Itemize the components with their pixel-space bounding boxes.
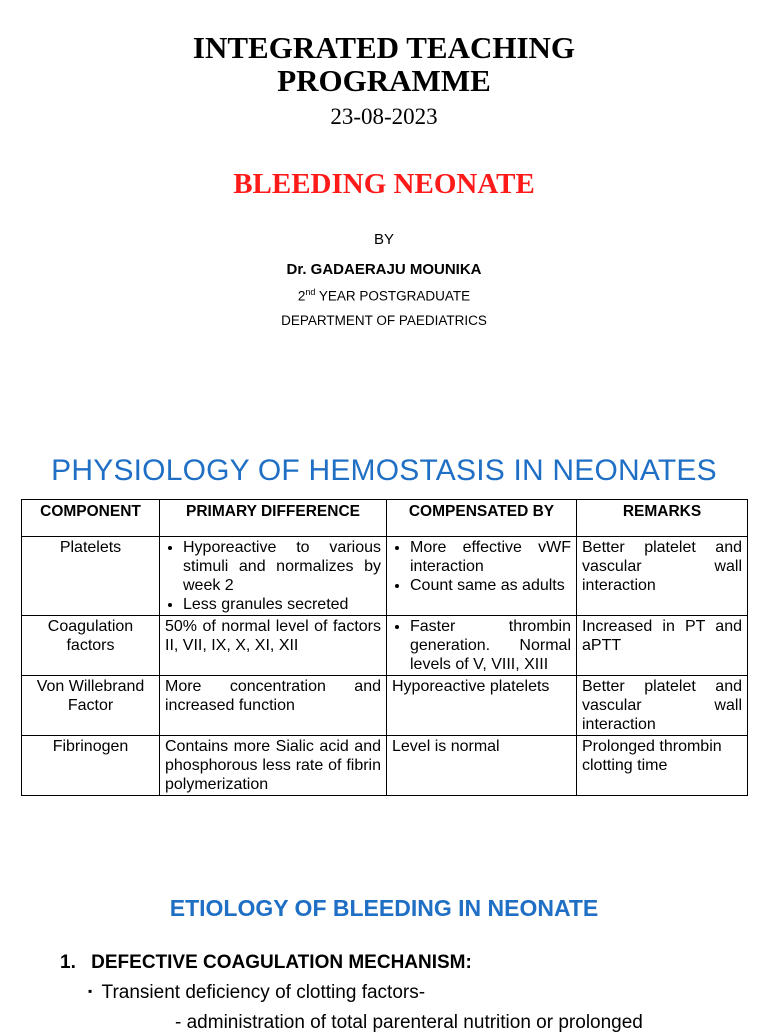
compensated-cell: Level is normal — [387, 736, 577, 796]
list-item: • Less granules secreted — [183, 595, 381, 614]
list-item: • Faster thrombin generation. Normal levels of V, VIII, XIII — [410, 617, 571, 674]
etiology-item-1 — [60, 952, 472, 974]
difference-cell — [160, 537, 387, 616]
physiology-table — [21, 499, 748, 796]
table-row — [22, 736, 748, 796]
remarks-cell: Better platelet and vascular wall interaction — [577, 537, 748, 616]
physiology-heading: PHYSIOLOGY OF HEMOSTASIS IN NEONATES — [51, 454, 717, 487]
year-suffix: nd — [305, 287, 316, 297]
remarks-cell: Prolonged thrombin clotting time — [577, 736, 748, 796]
author-name: Dr. GADAERAJU MOUNIKA — [286, 261, 482, 278]
square-bullet-icon: ▪ — [88, 984, 93, 998]
compensated-cell — [387, 537, 577, 616]
author-department: DEPARTMENT OF PAEDIATRICS — [281, 313, 487, 328]
column-header: REMARKS — [577, 500, 748, 537]
item-label: DEFECTIVE COAGULATION MECHANISM: — [91, 952, 472, 973]
by-label: BY — [373, 231, 394, 248]
list-item: • Count same as adults — [410, 576, 571, 595]
difference-cell: More concentration and increased function — [160, 676, 387, 736]
component-cell: Platelets — [22, 537, 160, 616]
author-year — [0, 287, 768, 304]
column-header: COMPENSATED BY — [387, 500, 577, 537]
compensated-cell — [387, 616, 577, 676]
etiology-sub-item: - administration of total parenteral nutrition or prolonged — [175, 1012, 643, 1033]
year-text: YEAR POSTGRADUATE — [315, 288, 471, 304]
table-header-row — [22, 500, 748, 537]
list-item: • Hyporeactive to various stimuli and normalizes by week 2 — [183, 538, 381, 595]
table-row — [22, 676, 748, 736]
component-cell: Von Willebrand Factor — [22, 676, 160, 736]
component-cell: Fibrinogen — [22, 736, 160, 796]
column-header: COMPONENT — [22, 500, 160, 537]
remarks-cell: Better platelet and vascular wall interaction — [577, 676, 748, 736]
etiology-bullet — [88, 982, 425, 1004]
title-line-2: PROGRAMME — [277, 63, 491, 98]
column-header: PRIMARY DIFFERENCE — [160, 500, 387, 537]
difference-cell: Contains more Sialic acid and phosphorous less rate of fibrin polymerization — [160, 736, 387, 796]
component-cell: Coagulation factors — [22, 616, 160, 676]
bullet-text: Transient deficiency of clotting factors- — [101, 982, 426, 1003]
table-row — [22, 537, 748, 616]
list-item: • More effective vWF interaction — [410, 538, 571, 576]
etiology-heading: ETIOLOGY OF BLEEDING IN NEONATE — [169, 895, 599, 921]
year-number: 2 — [297, 288, 306, 304]
topic-title: BLEEDING NEONATE — [233, 168, 535, 200]
remarks-cell: Increased in PT and aPTT — [577, 616, 748, 676]
item-number: 1. — [60, 952, 76, 973]
compensated-cell: Hyporeactive platelets — [387, 676, 577, 736]
table-row — [22, 616, 748, 676]
difference-cell: 50% of normal level of factors II, VII, IX, X, XI, XII — [160, 616, 387, 676]
presentation-date: 23-08-2023 — [330, 104, 438, 129]
title-line-1: INTEGRATED TEACHING — [192, 30, 576, 65]
